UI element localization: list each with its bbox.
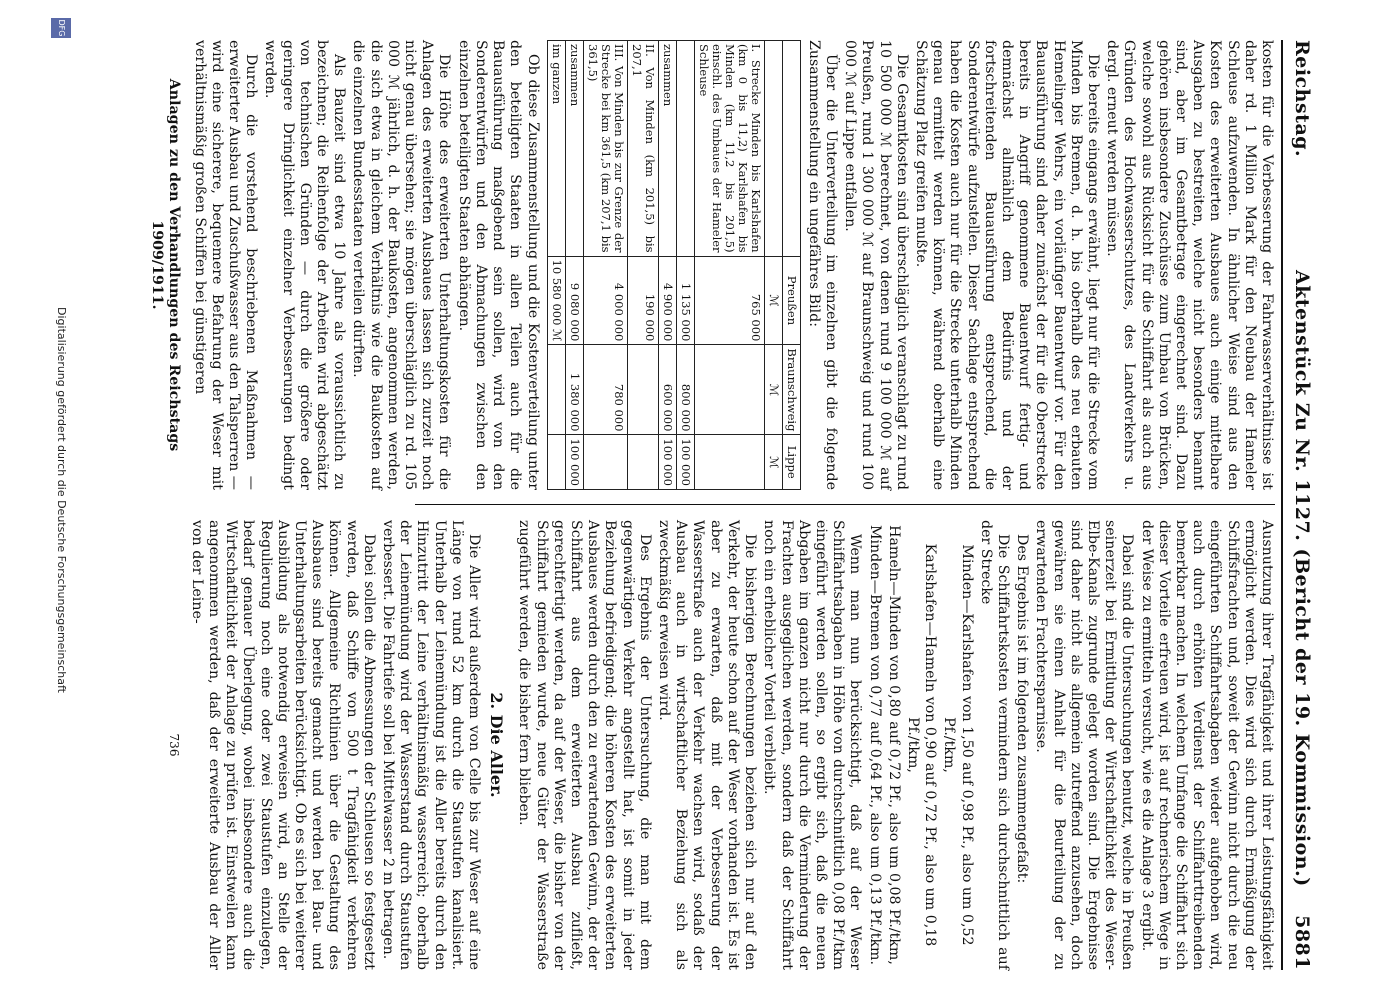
cost-line: Minden—Karlshafen von 1,50 auf 0,98 Pf., also um 0,52 Pf./tkm,	[941, 544, 975, 946]
paragraph: Die Gesamtkosten sind überschläglich veranschlagt zu rund 10 500 000 ℳ berechnet, von denen rund 9 100 000 ℳ auf Preußen, rund 1 300 000 ℳ auf Braunschweig und rund 100 000 ℳ auf Lippe entfallen.	[842, 40, 910, 490]
table-body	[547, 41, 764, 490]
table-unit-row	[764, 41, 782, 490]
paragraph: Ob diese Zusammenstellung und die Kostenverteilung unter den beteiligten Staaten in allen Teilen auch für die Bauausführung maßgebend sein sollen, wird von den Sonderentwürfen und den Abmachungen zwischen den einzelnen beteiligten Staaten abhängen.	[455, 40, 541, 490]
paragraph: Wenn man nun berücksichtigt, daß auf der Weser Schiffahrtsabgaben in Höhe von durchschnittlich 0,08 Pf./tkm eingeführt werden sollen, so ergibt sich, daß die neuen Abgaben im ganzen nicht nur durch die Verminderung der Frachten ausgeglichen werden, sondern daß der Schiffahrt noch ein erheblicher Vorteil verbleibt.	[761, 520, 864, 970]
table-unit-cell: ℳ	[764, 345, 782, 435]
table-cell: 9 080 000	[565, 256, 583, 345]
digitization-note: Digitalisierung gefördert durch die Deutsche Forschungsgemeinschaft	[55, 307, 68, 693]
paragraph: Die Höhe des erweiterten Unterhaltungskosten für die Anlagen des erweiterten Ausbaues lassen sich zurzeit noch nicht genau übersehen; sie mögen überschläglich zu rd. 105 000 ℳ jährlich, d. h. der Baukosten, angenommen werden, die sich etwa in gleichem Verhältnis wie die Baukosten auf die einzelnen Bundesstaaten verteilen dürften.	[350, 40, 453, 490]
table-header-row	[782, 41, 800, 490]
table-cell: 100 000	[565, 435, 583, 490]
table-cell: II. Von Minden (km 201,5) bis 207,1	[627, 41, 658, 257]
table-cell: zusammen	[565, 41, 583, 257]
cost-table	[547, 40, 801, 490]
table-cell: 600 000	[658, 345, 676, 435]
header-rule	[1281, 40, 1283, 970]
paragraph: Dabei sind die Untersuchungen benutzt, welche in Preußen seinerzeit bei Ermittlung der Wirtschaftlichkeit des Weser-Elbe-Kanals zugrunde gelegt worden sind. Die Ergebnisse sind daher nicht als allgemein zutreffend anzusehen, doch gewähren sie einen Anhalt für die Beurteilung der zu erwartenden Frachtersparnisse.	[1033, 520, 1136, 970]
table-unit-cell: ℳ	[764, 435, 782, 490]
table-cell: 100 000	[676, 435, 694, 490]
table-cell: 1 135 000	[676, 256, 694, 345]
table-cell: I. Strecke Minden bis Karlshafen (km 0 bis 11,2) Karlshafen bis Minden (km 11,2 bis 201,5) einschl. des Umbaues der Hameler Schleuse	[694, 41, 764, 257]
paragraph: Die bereits eingangs erwähnt, liegt nur für die Strecke vom Minden bis Bremen, d. h. bis oberhalb des neu erbauten Hemelinger Wehrs, ein vorläufiger Bauentwurf vor. Für den Bauausführung sind daher zunächst der für die Oberstrecke bereits in Angriff genommene Bauentwurf fertig- und demnächst allmählich dem Bedürfnis und der fortschreitenden Bauausführung entsprechend, die Sonderentwürfe aufzustellen. Dieser Sachlage entsprechend haben die Kosten auch nur für die Strecke unterhalb Minden genau ermittelt werden können, während oberhalb eine Schätzung Platz greifen mußte.	[912, 40, 1101, 490]
page-footer: Anlagen zu den Verhandlungen des Reichstags 1909/1911.	[149, 78, 183, 452]
cost-line: Hameln—Minden von 0,80 auf 0,72 Pf., also um 0,08 Pf./tkm,	[885, 525, 902, 965]
paragraph: Die Aller wird außerdem von Celle bis zur Weser auf eine Länge von rund 52 km durch die Staustufen kanalisiert. Unterhalb der Leinemündung ist die Aller bereits durch den Hinzutritt der Leine verhältnismäßig wasserreich; oberhalb der Leinemündung wird der Wasserstand durch Staustufen verbessert. Die Fahrtiefe soll bei Mittelwasser 2 m betragen.	[380, 520, 483, 970]
table-cell: zusammen	[658, 41, 676, 257]
dfg-logo: DFG	[51, 18, 71, 38]
header-title: Aktenstück Zu Nr. 1127. (Bericht der 19. Kommission.)	[1291, 270, 1313, 887]
cost-line: Karlshafen—Hameln von 0,90 auf 0,72 Pf., also um 0,18 Pf./tkm,	[904, 543, 939, 947]
table-unit-cell: ℳ	[764, 256, 782, 345]
left-column	[146, 40, 1275, 490]
table-cell	[694, 345, 764, 435]
table-cell: 1 380 000	[565, 345, 583, 435]
table-cell: im ganzen	[547, 41, 565, 257]
table-header-cell	[782, 41, 800, 257]
table-cell	[583, 435, 627, 490]
paragraph: Die Schiffahrtskosten vermindern sich durchschnittlich auf der Strecke	[977, 520, 1011, 970]
table-cell: 10 580 000 ℳ	[547, 256, 565, 345]
table-unit-cell	[764, 41, 782, 257]
table-cell	[676, 41, 694, 257]
table-cell: III. Von Minden bis zur Grenze der Strecke bei km 361,5 (km 207,1 bis 361,5)	[583, 41, 627, 257]
table-cell: 100 000	[658, 435, 676, 490]
table-row	[547, 41, 565, 490]
page-header	[1283, 40, 1313, 970]
table-row	[676, 41, 694, 490]
table-header-cell: Lippe	[782, 435, 800, 490]
table-cell: 765 000	[694, 256, 764, 345]
table-row	[565, 41, 583, 490]
paragraph: Dabei sollen die Abmessungen der Schleusen so festgesetzt werden, daß Schiffe von 500 t Tragfähigkeit verkehren können. Allgemeine Richtlinien über die Gestaltung des Ausbaues sind bereits gemacht und werden bei Bau- und Unterhaltungsarbeiten berücksichtigt. Ob es sich bei weiterer Ausbildung als notwendig erweisen wird, an Stelle der Regulierung noch eine oder zwei Staustufen einzulegen, bedarf genauer Überlegung, wobei insbesondere auch die Wirtschaftlichkeit der Anlage zu prüfen ist. Einstweilen kann angenommen werden, daß der erweiterte Ausbau der Aller von der Leine-	[188, 520, 377, 970]
right-column	[162, 520, 1275, 970]
table-cell: 780 000	[583, 345, 627, 435]
table-cell: 190 000	[627, 256, 658, 345]
header-page-number: 5881	[1291, 915, 1313, 970]
table-row	[627, 41, 658, 490]
paragraph: Ausnutzung ihrer Tragfähigkeit und ihrer Leistungsfähigkeit ermöglicht werden. Dies wird sich durch Ermäßigung der Schiffsfrachten und, soweit der Gewinn nicht durch die neu eingeführten Schiffahrtsabgaben wieder aufgehoben wird, auch durch erhöhten Verdienst der Schiffahrttreibenden bemerkbar machen. In welchem Umfange die Schiffahrt sich dieser Vorteile erfreuen wird, ist auf rechnerischem Wege in der Weise zu ermitteln versucht, wie es die Anlage 3 ergibt.	[1138, 520, 1275, 970]
table-row	[694, 41, 764, 490]
table-row	[658, 41, 676, 490]
table-cell	[694, 435, 764, 490]
header-left: Reichstag.	[1291, 40, 1313, 158]
paragraph: Des Ergebnis ist im folgenden zusammengefaßt:	[1014, 534, 1031, 884]
table-cell: 4 000 000	[583, 256, 627, 345]
table-header-cell: Braunschweig	[782, 345, 800, 435]
paragraph: Über die Unterverteilung im einzelnen gibt die folgende Zusammenstellung ein ungefähres Bild:	[805, 40, 839, 490]
table-cell	[547, 345, 565, 435]
table-cell	[627, 435, 658, 490]
page-number: 736	[166, 733, 181, 757]
table-cell: 4 900 000	[658, 256, 676, 345]
paragraph: Des Ergebnis der Untersuchung, die man mit dem gegenwärtigen Verkehr angestellt hat, ist somit in jeder Beziehung befriedigend; die höheren Kosten des erweiterten Ausbaues werden durch den zu erwartenden Gewinn, der der Schiffahrt aus dem erweiterten Ausbau zufließt, gerechtfertigt werden, da auf der Weser, die bisher von der Schiffahrt gemieden wurde, neue Güter der Wasserstraße zugeführt werden, die bisher fern blieben.	[516, 520, 653, 970]
paragraph: Als Bauzeit sind etwa 10 Jahre als voraussichtlich zu bezeichnen; die Reihenfolge der Arbeiten wird abgeschätzt von technischen Gründen — durch die größere oder geringere Dringlichkeit einzelner Verbesserungen bedingt werden.	[262, 40, 348, 490]
table-cell: 800 000	[676, 345, 694, 435]
table-row	[583, 41, 627, 490]
table-header-cell: Preußen	[782, 256, 800, 345]
table-cell	[627, 345, 658, 435]
section-title: 2. Die Aller.	[487, 692, 507, 798]
column-divider	[415, 504, 1275, 505]
paragraph: Die bisherigen Berechnungen beziehen sich nur auf den Verkehr, der heute schon auf der Weser vorhanden ist. Es ist aber zu erwarten, daß mit der Verbesserung der Wasserstraße auch der Verkehr wachsen wird, sodaß der Ausbau auch in wirtschaftlicher Beziehung sich als zweckmäßig erweisen wird.	[656, 520, 759, 970]
cost-line: Minden—Bremen von 0,77 auf 0,64 Pf., also um 0,13 Pf./tkm.	[866, 524, 883, 966]
paragraph: Durch die vorstehend beschriebenen Maßnahmen — erweiterter Ausbau und Zuschußwasser aus den Talsperren — wird eine sicherere, bequemere Befahrung der Weser mit verhältnismäßig großen Schiffen bei günstigeren	[191, 40, 260, 490]
paragraph: kosten für die Verbesserung der Fahrwasserverhältnisse ist daher rd. 1 Million Mark für den Neubau der Hameler Schleuse aufzuwenden. In ähnlicher Weise sind aus den Kosten des erweiterten Ausbaues auch einige mittelbare Ausgaben zu bestreiten, welche nicht besonders benannt sind, aber im Gesamtbetrage eingerechnet sind. Dazu gehören insbesondere Zuschüsse zum Umbau von Brücken, welche sowohl aus Rücksicht für die Schiffahrt als auch aus Gründen des Hochwasserschutzes, des Landverkehrs u. dergl. erneut werden müssen.	[1104, 40, 1275, 490]
table-cell	[547, 435, 565, 490]
